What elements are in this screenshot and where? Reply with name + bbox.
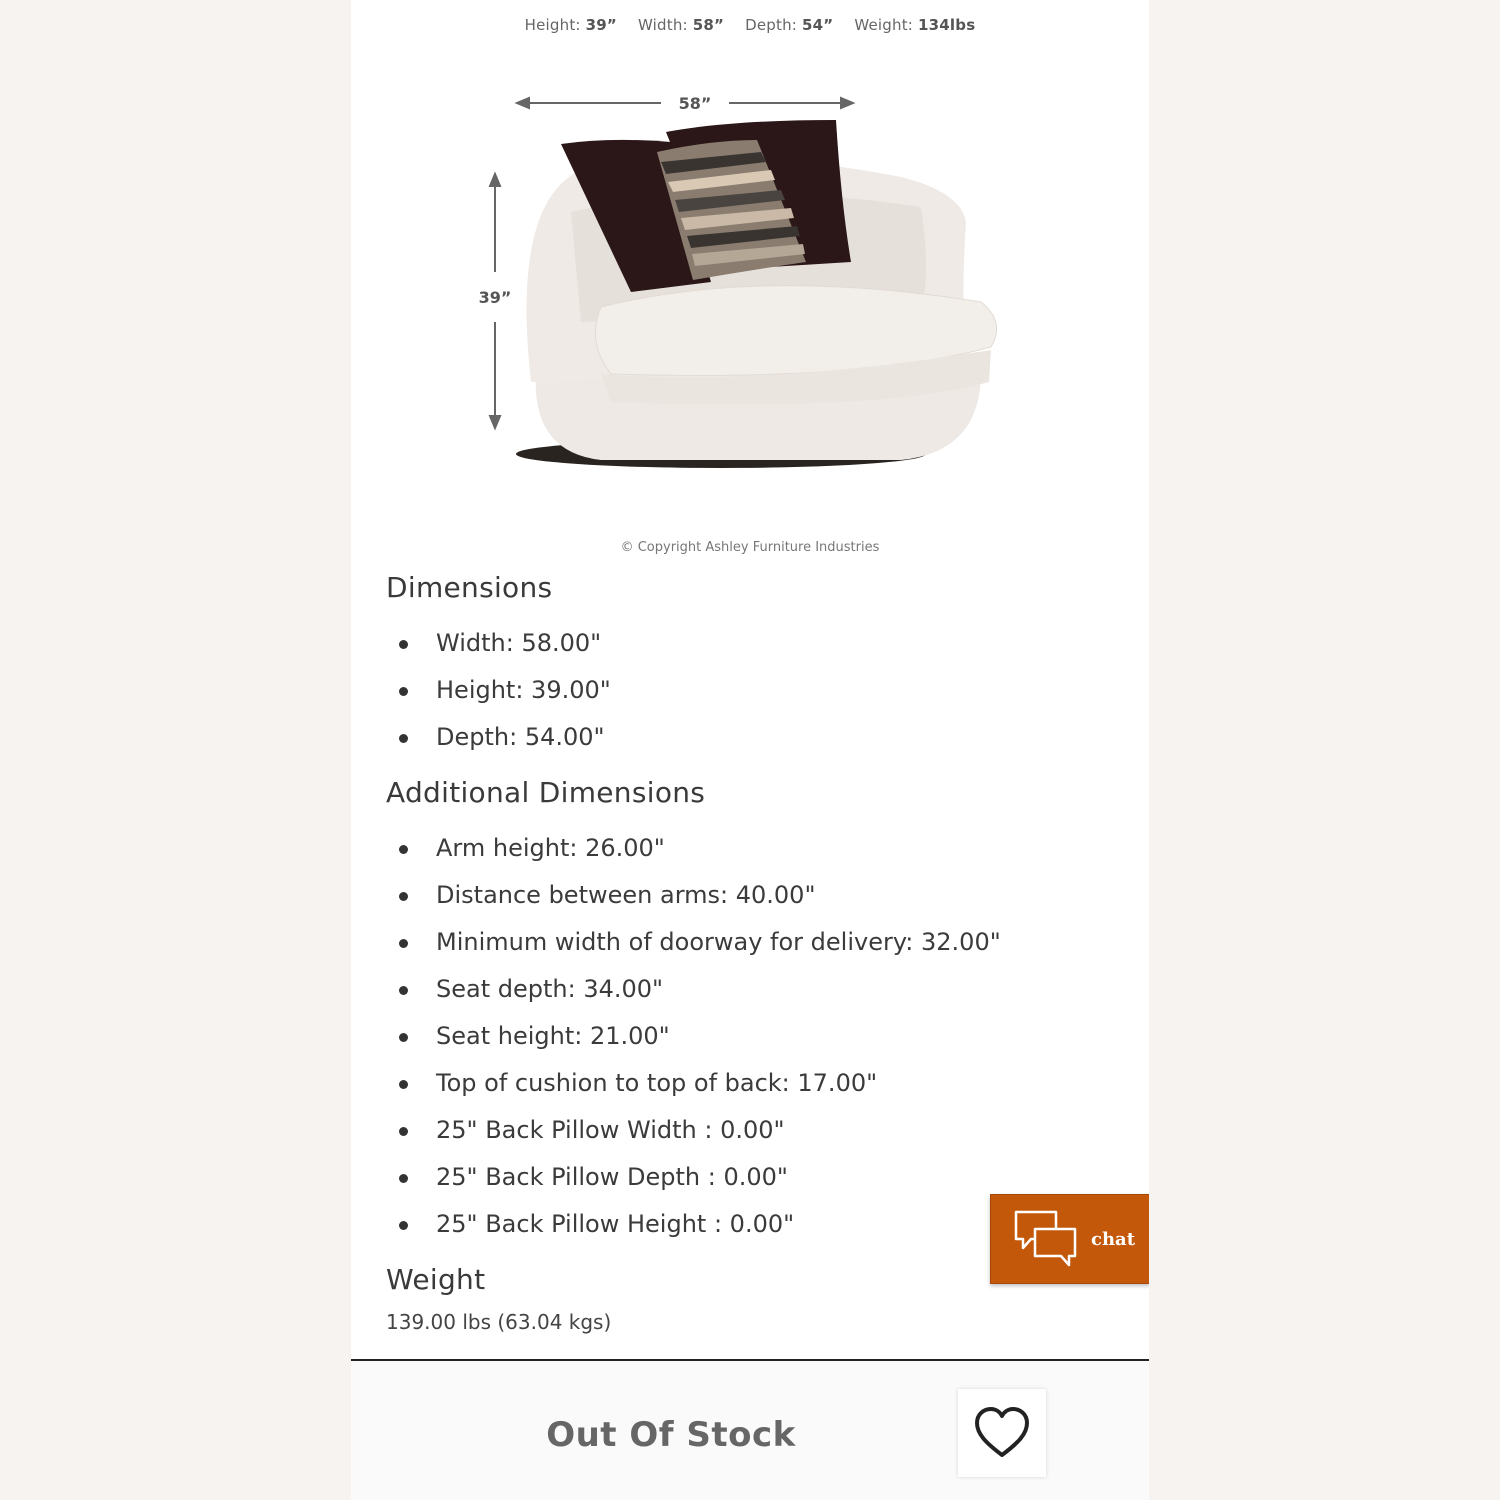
stock-status: Out Of Stock xyxy=(546,1415,796,1455)
weight-text: 139.00 lbs (63.04 kgs) xyxy=(386,1310,612,1334)
height-marker: 39” xyxy=(478,288,512,307)
list-item: 25" Back Pillow Height : 0.00" xyxy=(386,1201,1116,1248)
width-label: Width: xyxy=(637,16,688,34)
weight-label: Weight: xyxy=(854,16,914,34)
list-item: Width: 58.00" xyxy=(386,620,1116,667)
list-item: 25" Back Pillow Depth : 0.00" xyxy=(386,1154,1116,1201)
list-item: Distance between arms: 40.00" xyxy=(386,872,1116,919)
additional-dimensions-heading: Additional Dimensions xyxy=(386,776,706,809)
dimensions-heading: Dimensions xyxy=(386,571,553,604)
depth-label: Depth: xyxy=(745,16,798,34)
list-item: 25" Back Pillow Width : 0.00" xyxy=(386,1107,1116,1154)
heart-outline-icon xyxy=(974,1405,1030,1461)
list-item: Top of cushion to top of back: 17.00" xyxy=(386,1060,1116,1107)
list-item: Arm height: 26.00" xyxy=(386,825,1116,872)
footer-bar xyxy=(351,1361,1149,1500)
width-value: 58” xyxy=(692,16,725,34)
product-page xyxy=(351,0,1149,1500)
dimensions-list xyxy=(386,620,1116,761)
chat-bubbles-icon xyxy=(1013,1209,1079,1271)
favorite-button[interactable] xyxy=(958,1389,1046,1477)
weight-heading: Weight xyxy=(386,1263,486,1296)
additional-dimensions-list xyxy=(386,825,1116,1248)
list-item: Height: 39.00" xyxy=(386,667,1116,714)
width-marker: 58” xyxy=(678,94,712,113)
product-dimension-image xyxy=(461,82,1021,482)
chat-label: chat xyxy=(1091,1229,1136,1250)
copyright-text: © Copyright Ashley Furniture Industries xyxy=(620,540,880,555)
chat-button[interactable] xyxy=(990,1194,1149,1284)
list-item: Minimum width of doorway for delivery: 32.00" xyxy=(386,919,1116,966)
list-item: Seat depth: 34.00" xyxy=(386,966,1116,1013)
spec-summary xyxy=(351,16,1149,34)
list-item: Seat height: 21.00" xyxy=(386,1013,1116,1060)
height-value: 39” xyxy=(585,16,617,34)
height-label: Height: xyxy=(524,16,581,34)
list-item: Depth: 54.00" xyxy=(386,714,1116,761)
depth-value: 54” xyxy=(802,16,834,34)
weight-value: 134lbs xyxy=(918,16,976,34)
